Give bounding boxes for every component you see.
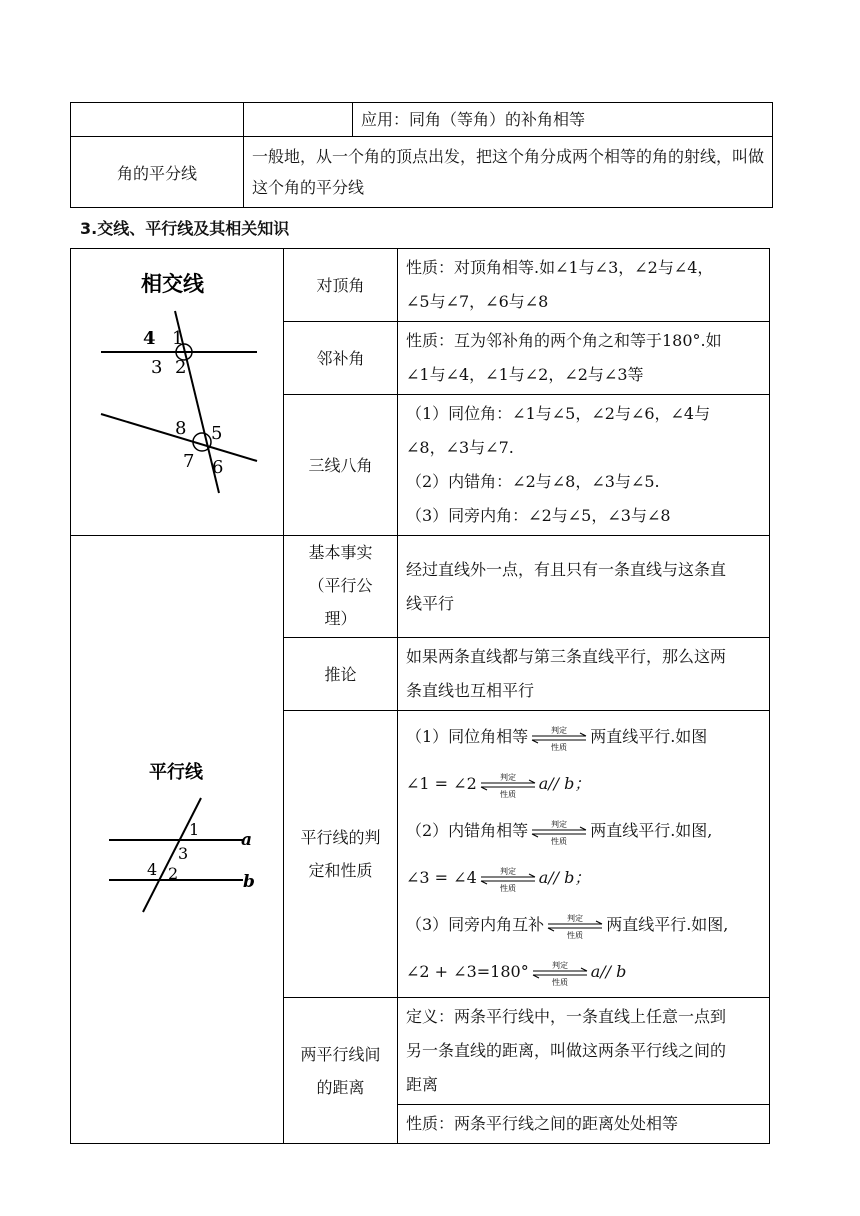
same-side-interior-angles: （3）同旁内角：∠2与∠5，∠3与∠8 [406, 506, 671, 525]
three-lines-eight-angles-label: 三线八角 [284, 395, 398, 536]
equivalence-arrow [479, 865, 537, 893]
arrow-label-property: 性质 [551, 742, 568, 752]
angle-table-continued [70, 102, 773, 208]
fig-label-1: 1 [189, 819, 200, 839]
arrow-label-judge: 判定 [551, 725, 568, 735]
equivalence-arrow [531, 959, 589, 987]
fig-label-7: 7 [183, 451, 195, 472]
fig-label-4: 4 [147, 859, 158, 879]
judge-line-6: ∠2 + ∠3=180° 判定 性质 a// b [406, 960, 627, 987]
angle-bisector-label: 角的平分线 [71, 137, 244, 208]
judge-line-5: （3）同旁内角互补 判定 性质 两直线平行.如图, [406, 913, 729, 940]
lines-table [70, 248, 770, 1144]
arrow-label-judge: 判定 [499, 866, 516, 876]
label-line: （平行公 [308, 576, 373, 595]
fig-label-5: 5 [211, 423, 223, 444]
fig-label-3: 3 [178, 843, 189, 863]
judge-property-label [284, 711, 398, 998]
fig-label-3: 3 [151, 357, 163, 378]
corresponding-angles-2: ∠8，∠3与∠7. [406, 438, 514, 457]
parallel-postulate-text-1: 经过直线外一点，有且只有一条直线与这条直 [406, 559, 727, 579]
distance-def-1: 定义：两条平行线中，一条直线上任意一点到 [406, 1007, 727, 1026]
fig-label-1: 1 [172, 328, 184, 349]
figure-title: 平行线 [149, 761, 203, 783]
corresponding-angles-1: （1）同位角：∠1与∠5，∠2与∠6，∠4与 [406, 404, 711, 423]
judge-line-3: （2）内错角相等 判定 性质 两直线平行.如图, [406, 819, 713, 846]
label-line: 的距离 [316, 1077, 365, 1097]
arrow-label-property: 性质 [499, 883, 516, 893]
arrow-label-judge: 判定 [567, 913, 584, 923]
judge-line-4: ∠3 = ∠4 判定 性质 a// b； [406, 866, 591, 893]
adjacent-angles-text-2: ∠1与∠4，∠1与∠2，∠2与∠3等 [406, 365, 644, 384]
arrow-label-property: 性质 [551, 977, 568, 987]
label-line: 定和性质 [308, 861, 373, 880]
arrow-label-property: 性质 [567, 930, 584, 940]
fig-label-8: 8 [175, 418, 187, 439]
fig-label-2: 2 [168, 863, 179, 883]
arrow-label-judge: 判定 [551, 819, 568, 829]
distance-def-2: 另一条直线的距离，叫做这两条平行线之间的 [406, 1041, 727, 1060]
parallel-lines-figure [71, 738, 283, 938]
fig-label-4: 4 [143, 328, 156, 349]
fig-label-2: 2 [175, 357, 187, 378]
adjacent-angles-label: 邻补角 [284, 322, 398, 395]
label-line: 两平行线间 [300, 1044, 381, 1064]
equivalence-arrow [479, 771, 537, 799]
equivalence-arrow [546, 912, 604, 940]
parallel-lines-figure-cell [71, 536, 284, 1144]
section-heading: 3.交线、平行线及其相关知识 [80, 219, 290, 238]
arrow-label-property: 性质 [499, 789, 516, 799]
corollary-label: 推论 [284, 638, 398, 711]
distance-property: 性质：两条平行线之间的距离处处相等 [398, 1105, 770, 1144]
arrow-label-judge: 判定 [551, 960, 568, 970]
label-line: 理） [324, 609, 357, 628]
distance-def-3: 距离 [406, 1075, 439, 1094]
parallel-postulate-label [284, 536, 398, 638]
alternate-interior-angles: （2）内错角：∠2与∠8，∠3与∠5. [406, 472, 660, 491]
arrow-label-property: 性质 [551, 836, 568, 846]
vertical-angles-text-1: 性质：对顶角相等.如∠1与∠3，∠2与∠4， [406, 258, 714, 277]
label-line: 平行线的判 [300, 828, 381, 847]
equivalence-arrow [530, 818, 588, 846]
vertical-angles-label: 对顶角 [284, 249, 398, 322]
equivalence-arrow [530, 724, 588, 752]
distance-label [284, 998, 398, 1144]
fig-label-a: a [241, 829, 253, 850]
figure-title: 相交线 [141, 272, 204, 296]
fig-label-6: 6 [212, 457, 224, 478]
supplement-application-text: 应用：同角（等角）的补角相等 [361, 109, 586, 129]
angle-bisector-definition: 一般地，从一个角的顶点出发，把这个角分成两个相等的角的射线，叫做这个角的平分线 [252, 147, 765, 197]
parallel-postulate-text-2: 线平行 [406, 593, 455, 613]
corollary-text-1: 如果两条直线都与第三条直线平行，那么这两 [406, 647, 727, 666]
vertical-angles-text-2: ∠5与∠7，∠6与∠8 [406, 292, 549, 311]
judge-line-1: （1）同位角相等 判定 性质 两直线平行.如图 [406, 725, 708, 752]
empty-cell [244, 103, 353, 137]
label-line: 基本事实 [308, 543, 373, 562]
empty-cell [71, 103, 244, 137]
arrow-label-judge: 判定 [499, 772, 516, 782]
corollary-text-2: 条直线也互相平行 [406, 681, 535, 700]
intersecting-lines-figure-cell [71, 249, 284, 536]
judge-line-2: ∠1 = ∠2 判定 性质 a// b； [406, 772, 591, 799]
intersecting-lines-figure [71, 249, 283, 519]
adjacent-angles-text-1: 性质：互为邻补角的两个角之和等于180°.如 [406, 331, 722, 350]
fig-label-b: b [243, 871, 255, 892]
